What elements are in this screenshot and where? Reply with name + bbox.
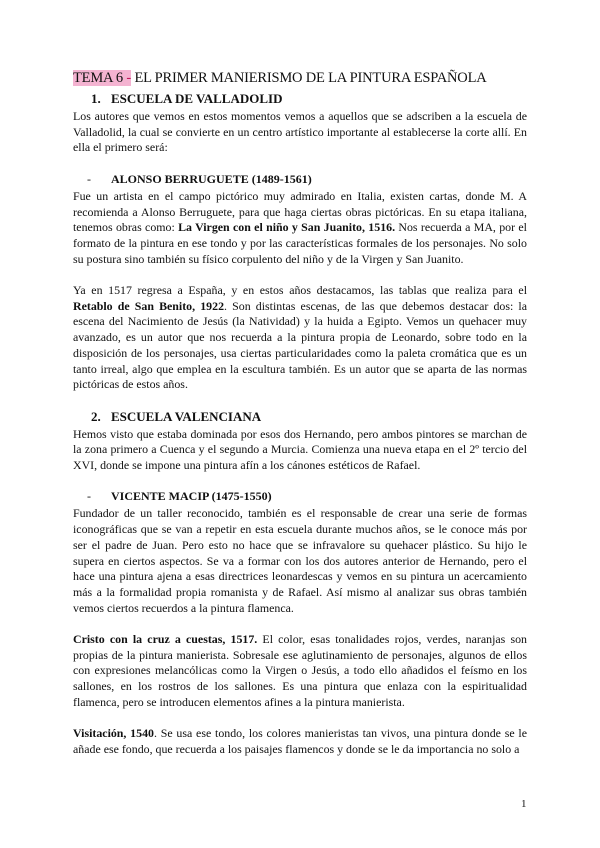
- section-heading-valenciana: 2. ESCUELA VALENCIANA: [91, 408, 262, 424]
- section-heading-valladolid: 1. ESCUELA DE VALLADOLID: [91, 91, 283, 106]
- artist-heading-macip: - VICENTE MACIP (1475-1550): [87, 489, 272, 504]
- paragraph-retablo-san-benito: Ya en 1517 regresa a España, y en estos años destacamos, las tablas que realiza para el Retablo de San Benito, 1922. Son distintas escenas, de las que debemos destacar dos: la escena del Nacimiento de Jesús (la Natividad) y la huida a Egipto. Vemos un quehacer muy avanzado, es un autor que nos recuerda a la pintura propia de Leonardo, sobre todo en la disposición de los personajes, usa ciertas particularidades como la paleta cromática que es un tanto irreal, algo que emplea en la escultura también. Es un autor que se aparta de las normas pictóricas de estos años.: [73, 283, 528, 392]
- paragraph-macip-taller: Fundador de un taller reconocido, también es el responsable de crear una serie de formas iconográficas que se van a repetir en esta escuela durante muchos años, se le conoce más por ser el padre de Juan. Pero esto no hace que se infravalore su quehacer plástico. Su hijo le supera en ciertos aspectos. Se va a formar con los dos autores anterior de Hernando, pero el hace una pintura ajena a esas directrices leonardescas y vemos en su pintura un acercamiento más a la formalidad propia romanista y de Rafael. Así mismo al analizar sus obras también vemos ciertos recuerdos a la pintura flamenca.: [73, 506, 527, 615]
- artist-heading-berruguete: - ALONSO BERRUGUETE (1489-1561): [87, 171, 312, 186]
- paragraph-visitacion: Visitación, 1540. Se usa ese tondo, los colores manieristas tan vivos, una pintura donde se le añade ese fondo, que recuerda a los paisajes flamencos y donde se le da importancia no solo a: [73, 726, 527, 756]
- document-page: [73, 70, 527, 758]
- title-text: EL PRIMER MANIERISMO DE LA PINTURA ESPAÑOLA: [131, 70, 487, 86]
- title-highlight: TEMA 6: [73, 70, 127, 86]
- paragraph-intro-valladolid: Los autores que vemos en estos momentos vemos a aquellos que se adscriben a la escuela de Valladolid, la cual se convierte en un centro artístico importante al establecerse la corte allí. En ella el primero será:: [73, 109, 527, 155]
- page-number: 1: [521, 798, 527, 810]
- page-title: [73, 70, 527, 87]
- title-dash: -: [126, 70, 132, 86]
- paragraph-berruguete-italia: Fue un artista en el campo pictórico muy admirado en Italia, existen cartas, donde M. A recomienda a Alonso Berruguete, para que haga ciertas obras pictóricas. En su etapa italiana, tenemos obras como: La Virgen con el niño y San Juanito, 1516. Nos recuerda a MA, por el formato de la pintura en ese tondo y por las características formales de los personajes. No solo su postura sino también su físico corpulento del niño y de la Virgen y San Juanito.: [73, 188, 527, 266]
- paragraph-cristo-cruz: Cristo con la cruz a cuestas, 1517. El color, esas tonalidades rojos, verdes, naranjas son propias de la pintura manierista. Sobresale ese aglutinamiento de personajes, algunos de ellos con expresiones melancólicas como la Virgen o Jesús, a todo ello añadidos el feísmo en los sallones, en los rostros de los sallones. Es una pintura que enlaza con la espiritualidad flamenca, pero se introducen elementos afines a la pintura manierista.: [73, 632, 527, 709]
- paragraph-intro-valenciana: Hemos visto que estaba dominada por esos dos Hernando, pero ambos pintores se marchan de la zona primero a Cuenca y el segundo a Murcia. Comienza una nueva etapa en el 2º tercio del XVI, donde se impone una pintura afín a los cánones estéticos de Rafael.: [73, 426, 527, 473]
